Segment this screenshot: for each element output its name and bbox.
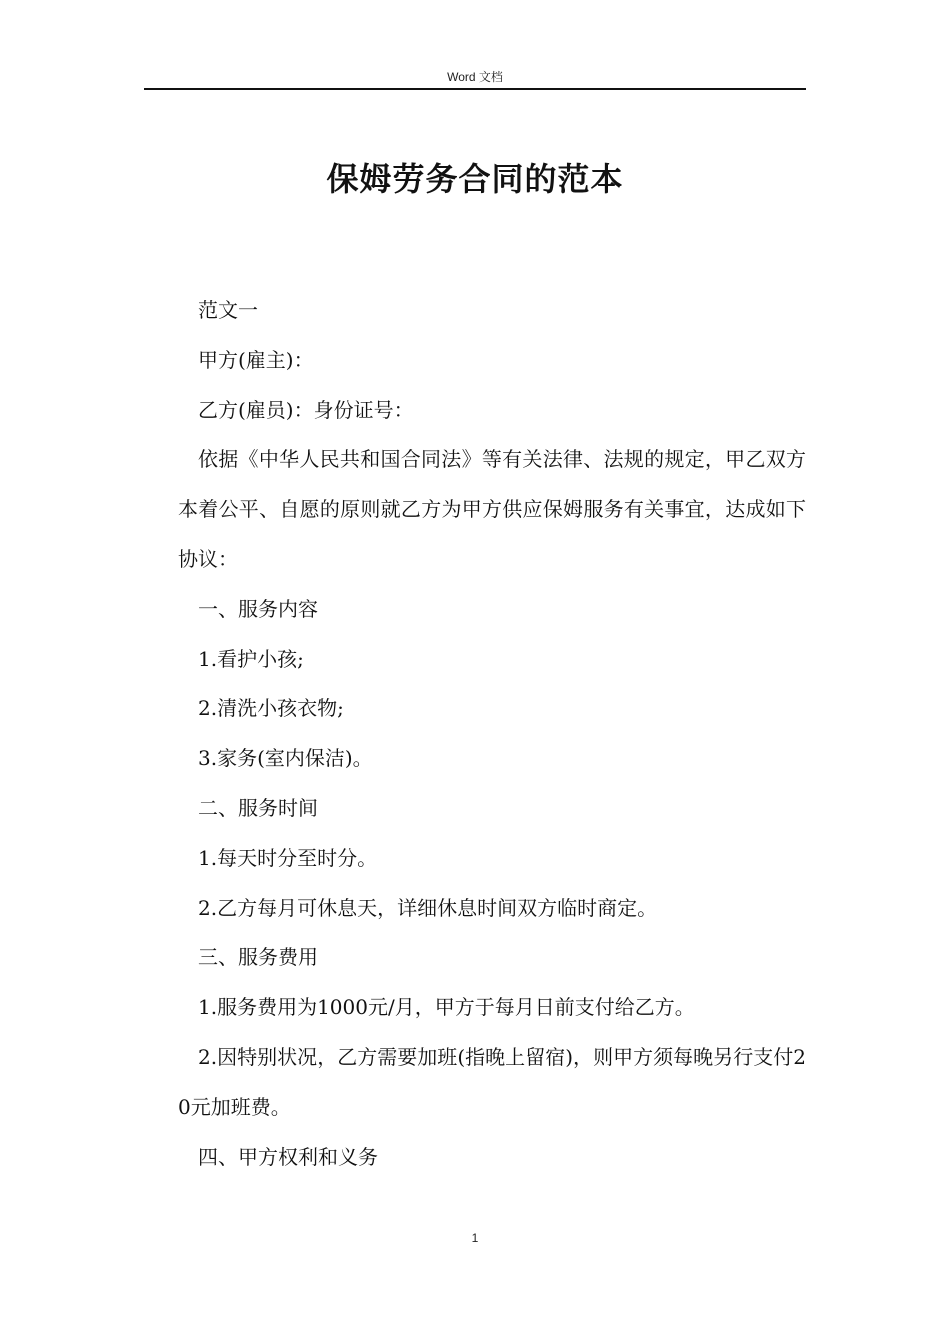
list-item: 1.每天时分至时分。 bbox=[198, 845, 378, 870]
list-item: 1.服务费用为1000元/月，甲方于每月日前支付给乙方。 bbox=[198, 995, 695, 1020]
document-title: 保姆劳务合同的范本 bbox=[326, 160, 624, 198]
paragraph-preamble: 依据《中华人民共和国合同法》等有关法律、法规的规定，甲乙双方本着公平、自愿的原则就乙方为甲方供应保姆服务有关事宜，达成如下协议： bbox=[178, 447, 806, 571]
paragraph-party-a: 甲方(雇主)： bbox=[198, 347, 314, 372]
list-item: 1.看护小孩; bbox=[198, 646, 304, 671]
list-item: 2.清洗小孩衣物; bbox=[198, 696, 344, 721]
list-item: 3.家务(室内保洁)。 bbox=[198, 746, 373, 771]
section-heading-service-time: 二、服务时间 bbox=[198, 795, 318, 820]
section-heading-service-content: 一、服务内容 bbox=[198, 596, 318, 621]
document-body bbox=[178, 286, 806, 1182]
paragraph-party-b: 乙方(雇员)：身份证号： bbox=[198, 397, 414, 422]
section-heading-service-fee: 三、服务费用 bbox=[198, 945, 318, 970]
page-number: 1 bbox=[471, 1231, 479, 1245]
header-text: Word 文档 bbox=[447, 70, 503, 84]
list-item: 2.因特别状况，乙方需要加班(指晚上留宿)，则甲方须每晚另行支付20元加班费。 bbox=[178, 1044, 806, 1119]
section-heading-party-a-rights: 四、甲方权利和义务 bbox=[198, 1144, 378, 1169]
paragraph-sample-label: 范文一 bbox=[198, 298, 258, 322]
list-item: 2.乙方每月可休息天，详细休息时间双方临时商定。 bbox=[198, 895, 658, 920]
page-header bbox=[144, 66, 806, 90]
